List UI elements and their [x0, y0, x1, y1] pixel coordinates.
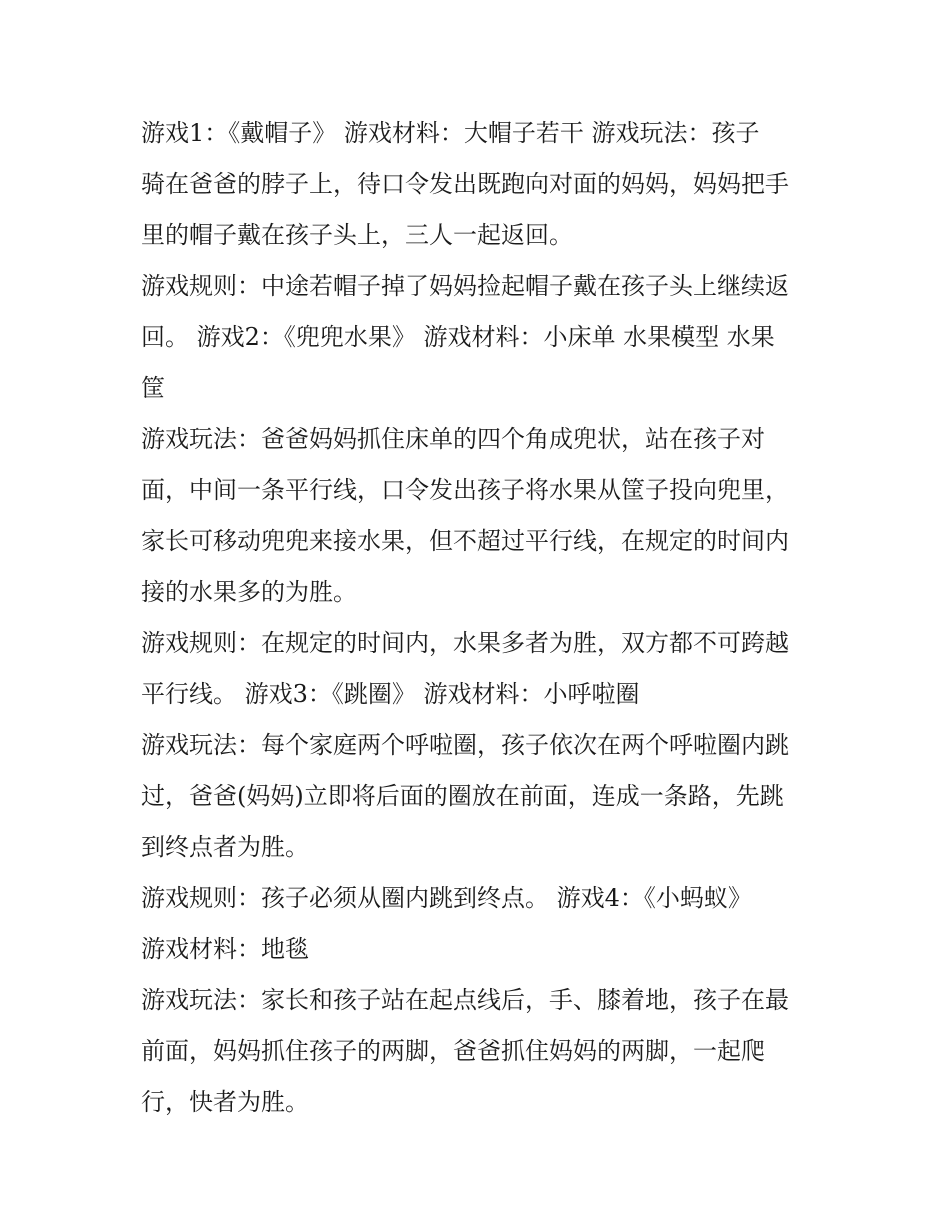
- text-line: 游戏规则：中途若帽子掉了妈妈捡起帽子戴在孩子头上继续返: [141, 272, 789, 300]
- text-line: 游戏1：《戴帽子》 游戏材料：大帽子若干 游戏玩法：孩子: [141, 119, 760, 147]
- text-line: 行，快者为胜。: [141, 1088, 309, 1116]
- text-line: 骑在爸爸的脖子上，待口令发出既跑向对面的妈妈，妈妈把手: [141, 170, 789, 198]
- text-line: 里的帽子戴在孩子头上，三人一起返回。: [141, 221, 573, 249]
- text-line: 到终点者为胜。: [141, 833, 309, 861]
- text-line: 接的水果多的为胜。: [141, 578, 357, 606]
- text-line: 游戏玩法：每个家庭两个呼啦圈，孩子依次在两个呼啦圈内跳: [141, 731, 789, 759]
- text-line: 家长可移动兜兜来接水果，但不超过平行线，在规定的时间内: [141, 527, 789, 555]
- document-body: [141, 108, 821, 1128]
- text-line: 面，中间一条平行线，口令发出孩子将水果从筐子投向兜里，: [141, 476, 789, 504]
- text-line: 前面，妈妈抓住孩子的两脚，爸爸抓住妈妈的两脚，一起爬: [141, 1037, 765, 1065]
- text-line: 游戏规则：孩子必须从圈内跳到终点。 游戏4：《小蚂蚁》: [141, 884, 752, 912]
- text-line: 游戏玩法：家长和孩子站在起点线后，手、膝着地，孩子在最: [141, 986, 789, 1014]
- text-line: 游戏规则：在规定的时间内，水果多者为胜，双方都不可跨越: [141, 629, 789, 657]
- text-line: 筐: [141, 374, 165, 402]
- text-line: 游戏材料：地毯: [141, 935, 309, 963]
- text-line: 过，爸爸(妈妈)立即将后面的圈放在前面，连成一条路，先跳: [141, 782, 784, 810]
- text-line: 游戏玩法：爸爸妈妈抓住床单的四个角成兜状，站在孩子对: [141, 425, 765, 453]
- text-line: 回。 游戏2：《兜兜水果》 游戏材料：小床单 水果模型 水果: [141, 323, 775, 351]
- text-line: 平行线。 游戏3：《跳圈》 游戏材料：小呼啦圈: [141, 680, 640, 708]
